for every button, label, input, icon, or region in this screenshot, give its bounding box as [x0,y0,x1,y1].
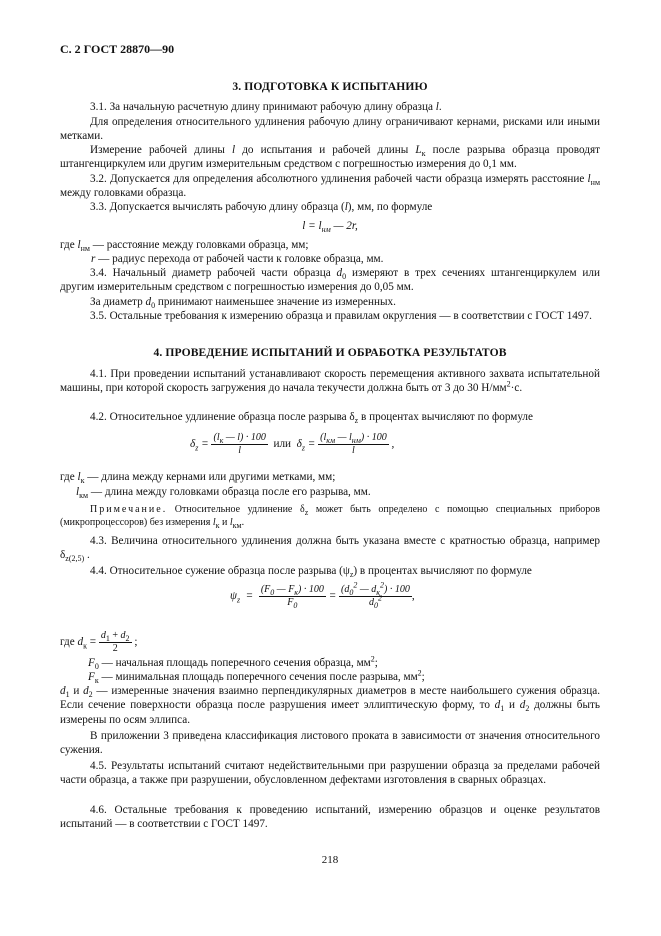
paragraph-3-4: 3.4. Начальный диаметр рабочей части образца $d_0$ измеряют в трех сечениях штангенциркулем или другим измерительным средством с погрешностью измерения до 0,05 мм. [60,267,600,294]
formula-working-length: $l = l_{нм}$ — 2r, [302,220,358,235]
section-3-title: 3. ПОДГОТОВКА К ИСПЫТАНИЮ [232,80,428,93]
paragraph-3-3: 3.3. Допускается вычислять рабочую длину образца (l), мм, по формуле [90,201,433,213]
paragraph-4-3: 4.3. Величина относительного удлинения должна быть указана вместе с кратностью образца, например $\delta_{z(2,5)}$ . [60,535,600,564]
where-r: r — радиус перехода от рабочей части к головке образца, мм. [91,253,384,265]
paragraph-marks: Для определения относительного удлинения рабочую длину ограничивают кернами, рисками или иными метками. [60,116,600,143]
paragraph-appendix: В приложении 3 приведена классификация листового проката в зависимости от значения относительного сужения. [60,730,600,757]
paragraph-3-5: 3.5. Остальные требования к измерению образца и правилам округления — в соответствии с ГОСТ 1497. [90,310,592,322]
paragraph-4-4: 4.4. Относительное сужение образца после разрыва $(\psi_z)$ в процентах вычисляют по формуле [90,565,532,580]
paragraph-4-6: 4.6. Остальные требования к проведению испытаний, измерению образцов и оценке результатов испытаний — в соответствии с ГОСТ 1497. [60,804,600,831]
where-f0: $F_0$ — начальная площадь поперечного сечения образца, $мм^2$; [88,654,378,672]
paragraph-3-1: 3.1. За начальную расчетную длину принимают рабочую длину образца l. [90,101,442,113]
paragraph-d0: За диаметр $d_0$ принимают наименьшее значение из измеренных. [90,296,396,311]
where-lk: где $l_к$ — длина между кернами или другими метками, мм; [60,471,336,486]
where-fk: $F_к$ — минимальная площадь поперечного сечения после разрыва, $мм^2$; [88,668,425,686]
section-4-title: 4. ПРОВЕДЕНИЕ ИСПЫТАНИЙ И ОБРАБОТКА РЕЗУЛЬТАТОВ [153,346,507,359]
formula-dk: где $d_к$ = $\frac{d_1 + d_2}{2}$ ; [60,630,138,654]
where-lnm: где $l_{нм}$ — расстояние между головками образца, мм; [60,239,309,254]
page-header: С. 2 ГОСТ 28870—90 [60,42,175,56]
where-d1-d2: $d_1$ и $d_2$ — измеренные значения взаимно перпендикулярных диаметров в месте наибольшего сужения образца. Если сечение поверхности образца после разрушения имеет эллиптическую форму, то $d_1$ и $d_2$ должны быть измерены по осям эллипса. [60,685,601,726]
paragraph-3-2: 3.2. Допускается для определения абсолютного удлинения рабочей части образца измерять расстояние $l_{нм}$ между головками образца. [60,173,600,200]
where-lkm: $l_{км}$ — длина между головками образца после его разрыва, мм. [76,486,371,501]
note: Примечание. Относительное удлинение $\delta_z$ может быть определено с помощью специальных приборов (микропроцессоров) без измерения $l_к$ и $l_{км}$. [60,504,601,530]
paragraph-4-5: 4.5. Результаты испытаний считают недействительными при разрушении образца за пределами рабочей части образца, а также при разрушении, обусловленном дефектами изготовления в сварных образцах. [60,760,600,787]
paragraph-4-2: 4.2. Относительное удлинение образца после разрыва $\delta_z$ в процентах вычисляют по формуле [90,411,533,426]
paragraph-measure: Измерение рабочей длины l до испытания и рабочей длины $L_к$ после разрыва образца проводят штангенциркулем или другим измерительным средством с погрешностью измерения до 0,1 мм. [60,144,600,171]
formula-reduction: $\psi_z$ = $\frac{(F_0 — F_к) \cdot 100}{F_0}$ = $\frac{(d_0^2 — d_к^2) \cdot 100}{d_0^2}$ , [230,580,415,610]
paragraph-4-1: 4.1. При проведении испытаний устанавливают скорость перемещения активного захвата испытательной машины, при которой скорость загружения до начала текучести должна быть от 3 до 30 $Н/мм^2\cdot с$. [60,368,600,395]
page-number: 218 [321,854,339,866]
formula-elongation: $\delta_z$ = $\frac{(l_к — l) \cdot 100}{l}$ или $\delta_z$ = $\frac{(l_{км} — l_{нм}) \cdot 100}{l}$ , [190,432,395,456]
